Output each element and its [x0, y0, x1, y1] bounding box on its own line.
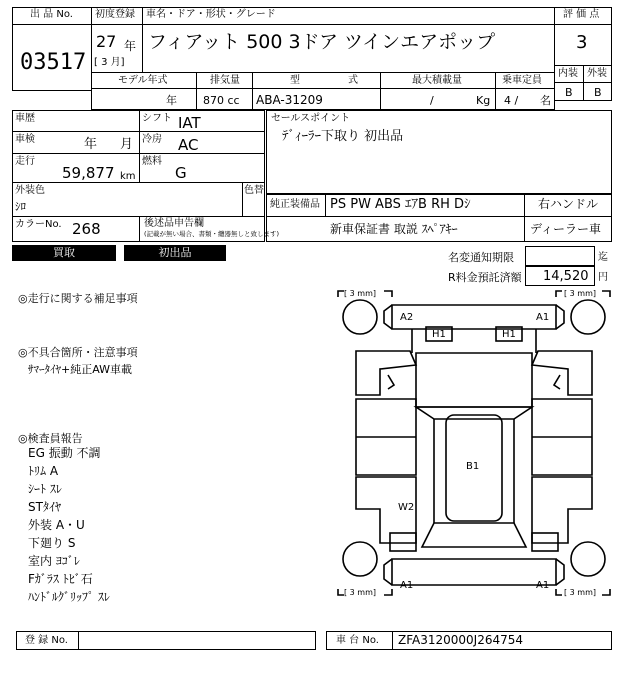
inspector-report-line: 外装 A・U: [28, 518, 85, 532]
damage-mark-w2: W2: [398, 502, 415, 513]
buyout-label: 買取: [12, 245, 116, 261]
tire-depth-rear-left: [ 3 mm]: [344, 588, 377, 597]
first-registration-label: 初度登録: [95, 9, 135, 20]
name-change-label: 名変通知期限: [448, 251, 514, 264]
shift-label: シフト: [142, 113, 172, 124]
exterior-grade: B: [594, 86, 602, 99]
defects-text: ｻﾏｰﾀｲﾔ+純正AW車載: [28, 363, 133, 376]
aftermarket-note: (記載が無い場合、書類・纜器無しと致します): [144, 230, 280, 238]
exterior-color-label: 外装色: [15, 185, 45, 196]
fuel-label: 燃料: [142, 156, 162, 167]
damage-mark-a1-rear-right: A1: [536, 580, 550, 591]
rear-bumper: [392, 559, 556, 585]
mileage-label: 走行: [15, 156, 35, 167]
inspector-report-title: ◎検査員報告: [18, 432, 83, 445]
color-change-label: 色替: [244, 185, 264, 196]
interior-label: 内装: [558, 68, 578, 79]
tire-depth-rear-right: [ 3 mm]: [564, 588, 597, 597]
fuel-value: G: [175, 164, 187, 182]
lot-number: 03517: [20, 50, 87, 75]
max-load-unit: Kg: [476, 94, 491, 107]
exterior-color-value: ｼﾛ: [15, 200, 26, 213]
shift-value: IAT: [178, 114, 201, 132]
mileage-unit: km: [120, 171, 136, 182]
mileage-value: 59,877: [62, 164, 115, 182]
sales-point-label: セールスポイント: [271, 113, 351, 124]
front-right-fender: [532, 351, 592, 395]
capacity-label: 乗車定員: [502, 75, 542, 86]
tire-depth-front-right: [ 3 mm]: [564, 289, 597, 298]
type-label-2: 式: [348, 75, 358, 86]
car-damage-diagram: [336, 289, 612, 599]
recycle-fee-unit: 円: [598, 272, 608, 283]
interior-grade: B: [565, 86, 573, 99]
handle-position: 右ハンドル: [538, 197, 599, 211]
capacity: 4 /: [504, 94, 519, 107]
name-change-deadline: [525, 246, 595, 266]
ac-value: AC: [178, 136, 199, 154]
hood: [416, 353, 532, 407]
inspector-report-line: 下廻り S: [28, 536, 76, 550]
sales-point: ﾃﾞｨｰﾗｰ下取り 初出品: [282, 129, 404, 144]
driving-notes-title: ◎走行に関する補足事項: [18, 292, 138, 305]
model-year-label: モデル年式: [118, 75, 168, 86]
equipment-list: PS PW ABS ｴｱB RH Dｼ: [330, 197, 471, 212]
damage-mark-h1-right: H1: [502, 329, 516, 340]
inspector-report-line: ﾄﾘﾑ A: [28, 464, 59, 478]
score-label: 評 価 点: [563, 9, 600, 20]
front-left-fender: [356, 351, 416, 395]
history-label: 車歴: [15, 113, 35, 124]
trunk: [422, 523, 526, 547]
registration-year-unit: 年: [124, 39, 137, 53]
aftermarket-label: 後述品申告欄: [144, 218, 204, 229]
documents-list: 新車保証書 取説 ｽﾍﾟｱｷｰ: [330, 222, 458, 236]
inspector-report-line: ｼｰﾄ ｽﾚ: [28, 482, 62, 496]
chassis-number-label: 車 台 No.: [336, 635, 379, 646]
car-name-label: 車名・ドア・形状・グレード: [146, 9, 276, 20]
color-number: 268: [72, 220, 101, 238]
damage-mark-a1-front: A1: [536, 312, 550, 323]
chassis-number: ZFA3120000J264754: [398, 633, 524, 647]
inspection-month-unit: 月: [120, 137, 134, 152]
inspection-year-unit: 年: [84, 137, 98, 152]
equipment-label: 純正装備品: [270, 199, 320, 210]
displacement-label: 排気量: [210, 75, 240, 86]
damage-mark-a1-rear-left: A1: [400, 580, 414, 591]
first-listing-label: 初出品: [124, 245, 226, 261]
inspector-report-line: Fｶﾞﾗｽ ﾄﾋﾞ石: [28, 572, 93, 586]
inspector-report-line: 室内 ﾖｺﾞﾚ: [28, 554, 80, 568]
inspector-report-line: STﾀｲﾔ: [28, 500, 61, 514]
max-load-label: 最大積載量: [412, 75, 462, 86]
taillight-left: [390, 533, 416, 551]
damage-mark-a2: A2: [400, 312, 414, 323]
registration-number-label: 登 録 No.: [25, 635, 68, 646]
recycle-fee-amount: 14,520: [543, 269, 589, 284]
dealer-car: ディーラー車: [530, 222, 602, 236]
model-year-unit: 年: [166, 94, 177, 107]
evaluation-score: 3: [576, 32, 588, 53]
max-load: /: [430, 94, 434, 107]
ac-label: 冷房: [142, 134, 162, 145]
model-code: ABA-31209: [256, 93, 323, 107]
color-number-label: カラーNo.: [15, 219, 62, 230]
damage-mark-b1: B1: [466, 461, 480, 472]
inspector-report-line: EG 振動 不調: [28, 446, 101, 460]
car-name: フィアット 500 3ドア ツインエアポップ: [148, 31, 496, 53]
exterior-label: 外装: [587, 68, 607, 79]
registration-month: [ 3 月]: [94, 57, 125, 68]
inspection-label: 車検: [15, 134, 35, 145]
displacement: 870 cc: [203, 94, 240, 107]
defects-title: ◎不具合箇所・注意事項: [18, 346, 138, 359]
registration-year: 27: [96, 32, 117, 51]
damage-mark-h1-left: H1: [432, 329, 446, 340]
front-bumper: [392, 305, 556, 329]
inspector-report-line: ﾊﾝﾄﾞﾙｸﾞﾘｯﾌﾟ ｽﾚ: [28, 590, 110, 604]
capacity-unit: 名: [540, 94, 551, 107]
tire-depth-front-left: [ 3 mm]: [344, 289, 377, 298]
recycle-fee-label: R料金預託済額: [448, 271, 522, 284]
windshield: [416, 407, 532, 419]
taillight-right: [532, 533, 558, 551]
name-change-unit: 迄: [598, 252, 608, 263]
type-label: 型: [290, 75, 300, 86]
lot-number-label: 出 品 No.: [30, 9, 73, 20]
